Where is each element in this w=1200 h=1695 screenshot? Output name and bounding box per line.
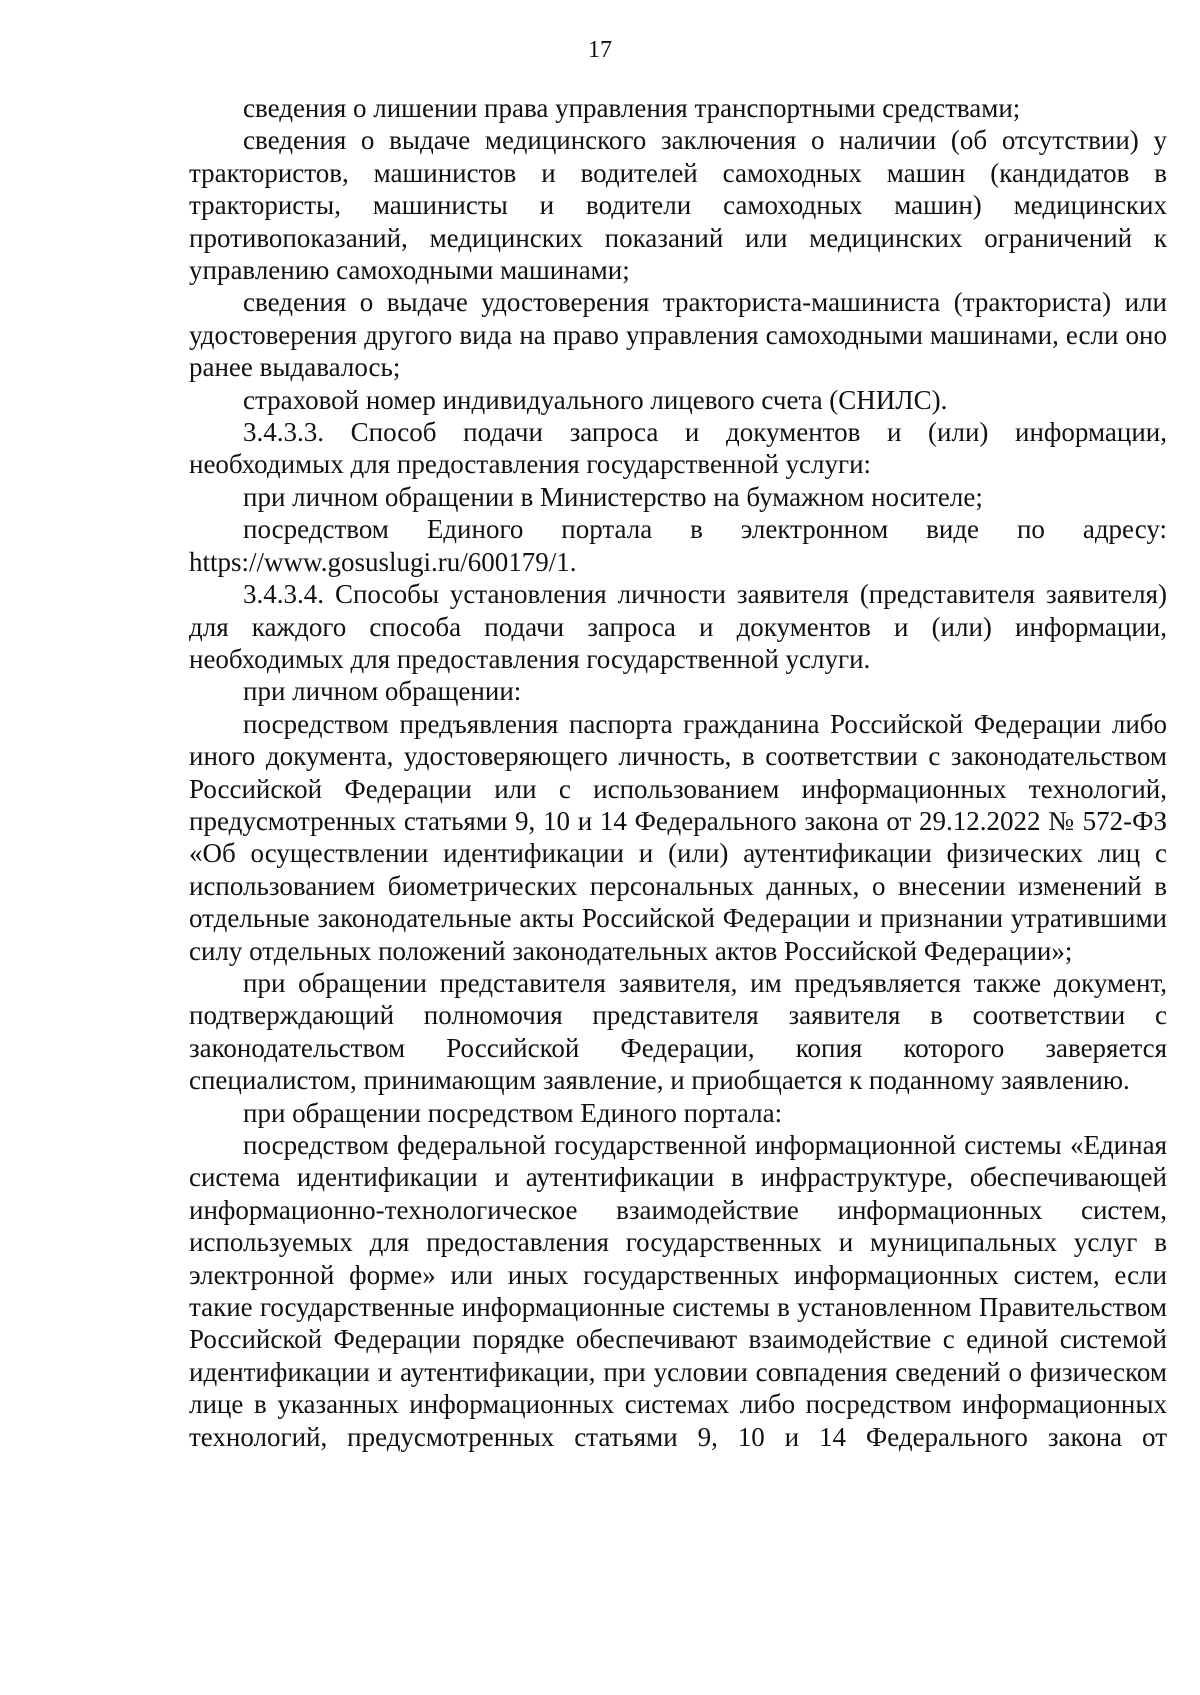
paragraph-section-3-4-3-4: 3.4.3.4. Способы установления личности заявителя (представителя заявителя) для каждого способа подачи запроса и документов и (или) информации, необходимых для предоставления государственной услуги. [189, 579, 1167, 674]
paragraph-esia-identification: посредством федеральной государственной информационной системы «Единая система идентификации и аутентификации в инфраструктуре, обеспечивающей информационно-технологическое взаимодействие информационных систем, используемых для предоставления государственных и муниципальных услуг в электронной форме» или иных государственных информационных систем, если такие государственные информационные системы в установленном Правительством Российской Федерации порядке обеспечивают взаимодействие с единой системой идентификации и аутентификации, при условии совпадения сведений о физическом лице в указанных информационных системах либо посредством информационных технологий, предусмотренных статьями 9, 10 и 14 Федерального закона от [189, 1130, 1167, 1452]
paragraph-portal-heading: при обращении посредством Единого портала: [243, 1097, 783, 1128]
paragraph-snils: страховой номер индивидуального лицевого счета (СНИЛС). [243, 384, 948, 415]
paragraph-in-person-paper: при личном обращении в Министерство на бумажном носителе; [243, 481, 983, 512]
paragraph-driver-license: сведения о выдаче удостоверения тракториста-машиниста (тракториста) или удостоверения другого вида на право управления самоходными машинами, если оно ранее выдавалось; [189, 287, 1167, 383]
document-body [189, 92, 1167, 1453]
paragraph-unified-portal-address: посредством Единого портала в электронном виде по адресу: https://www.gosuslugi.ru/600179/1. [189, 514, 1167, 577]
paragraph-passport-identification: посредством предъявления паспорта гражданина Российской Федерации либо иного документа, удостоверяющего личность, в соответствии с законодательством Российской Федерации или с использованием информационных технологий, предусмотренных статьями 9, 10 и 14 Федерального закона от 29.12.2022 № 572-ФЗ «Об осуществлении идентификации и (или) аутентификации физических лиц с использованием биометрических персональных данных, о внесении изменений в отдельные законодательные акты Российской Федерации и признании утратившими силу отдельных положений законодательных актов Российской Федерации»; [189, 708, 1167, 966]
paragraph-deprivation-of-rights: сведения о лишении права управления транспортными средствами; [243, 93, 1021, 123]
paragraph-section-3-4-3-3: 3.4.3.3. Способ подачи запроса и документов и (или) информации, необходимых для предоставления государственной услуги: [189, 417, 1167, 480]
paragraph-representative: при обращении представителя заявителя, им предъявляется также документ, подтверждающий полномочия представителя заявителя в соответствии с законодательством Российской Федерации, копия которого заверяется специалистом, принимающим заявление, и приобщается к поданному заявлению. [189, 967, 1167, 1096]
paragraph-medical-certificate: сведения о выдаче медицинского заключения о наличии (об отсутствии) у трактористов, машинистов и водителей самоходных машин (кандидатов в трактористы, машинисты и водители самоходных машин) медицинских противопоказаний, медицинских показаний или медицинских ограничений к управлению самоходными машинами; [189, 125, 1167, 286]
page-number: 17 [588, 37, 612, 63]
paragraph-in-person-heading: при личном обращении: [243, 676, 522, 707]
